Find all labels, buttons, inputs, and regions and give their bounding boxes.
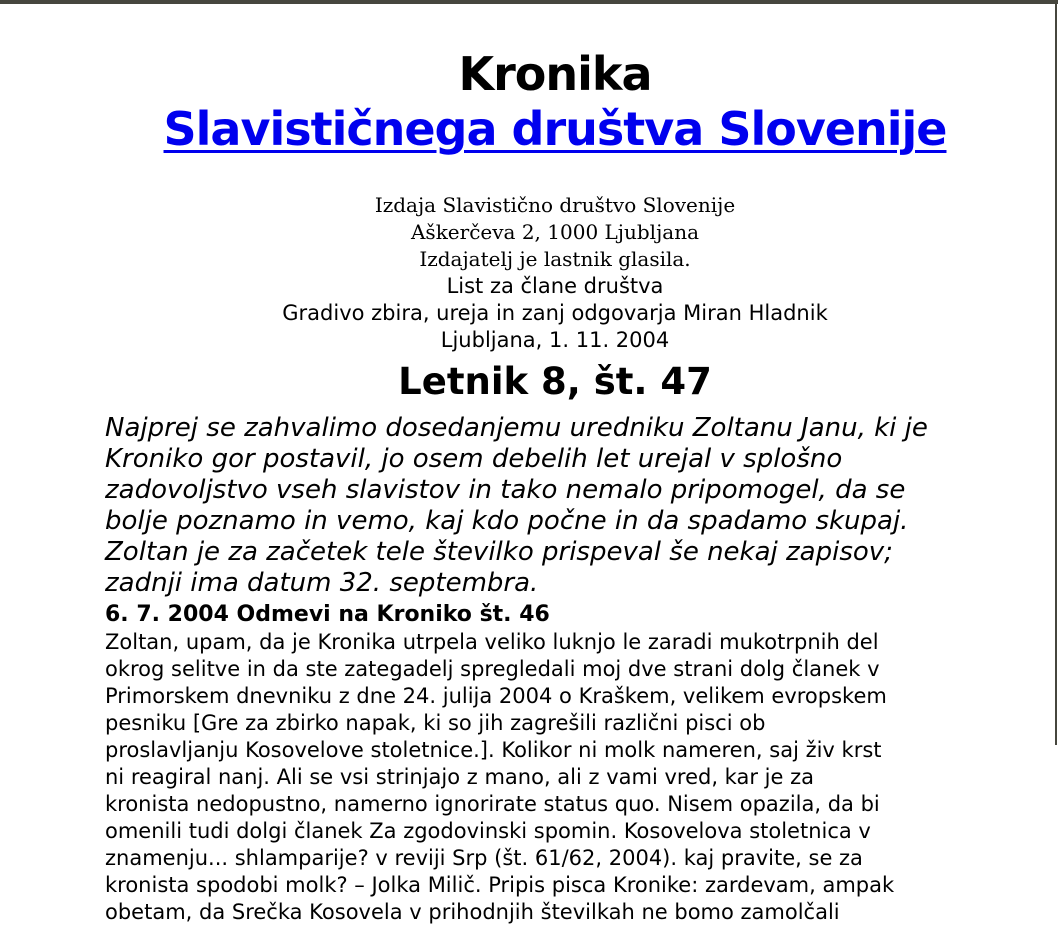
intro-line: Zoltan je za začetek tele številko prispeval še nekaj zapisov; xyxy=(105,537,893,567)
page-title: Kronika xyxy=(458,47,652,101)
entry-body xyxy=(105,629,1005,926)
entry-heading: 6. 7. 2004 Odmevi na Kroniko št. 46 xyxy=(105,602,550,627)
entry-body-line: ni reagiral nanj. Ali se vsi strinjajo z mano, ali z vami vred, kar je za xyxy=(105,765,814,789)
newsletter-page xyxy=(105,4,1005,926)
society-title-row xyxy=(105,100,1005,158)
intro-paragraph xyxy=(105,413,1005,599)
intro-line: bolje poznamo in vemo, kaj kdo počne in da spadamo skupaj. xyxy=(105,506,909,536)
intro-line: zadnji ima datum 32. septembra. xyxy=(105,568,539,598)
intro-line: zadovoljstvo vseh slavistov in tako nemalo pripomogel, da se xyxy=(105,475,906,505)
entry-body-line: kronista nedopustno, namerno ignorirate status quo. Nisem opazila, da bi xyxy=(105,792,880,816)
entry-body-line: okrog selitve in da ste zategadelj spregledali moj dve strani dolg članek v xyxy=(105,657,880,681)
newsletter-header xyxy=(105,48,1005,404)
intro-line: Kroniko gor postavil, jo osem debelih let urejal v splošno xyxy=(105,444,843,474)
window-right-edge xyxy=(1055,0,1057,745)
masthead-date-line: Ljubljana, 1. 11. 2004 xyxy=(440,328,670,352)
entry-body-line: proslavljanju Kosovelove stoletnice.]. Kolikor ni molk nameren, saj živ krst xyxy=(105,738,882,762)
entry-body-line: kronista spodobi molk? – Jolka Milič. Pripis pisca Kronike: zardevam, ampak xyxy=(105,873,895,897)
entry-body-line: Zoltan, upam, da je Kronika utrpela veliko luknjo le zaradi mukotrpnih del xyxy=(105,630,879,654)
masthead xyxy=(105,192,1005,354)
masthead-editor-line: Gradivo zbira, ureja in zanj odgovarja Miran Hladnik xyxy=(282,301,828,325)
masthead-publisher-line: Izdaja Slavistično društvo Slovenije xyxy=(374,193,736,217)
society-link[interactable]: Slavističnega društva Slovenije xyxy=(163,102,947,156)
entry-body-line: pesniku [Gre za zbirko napak, ki so jih zagrešili različni pisci ob xyxy=(105,711,766,735)
masthead-members-line: List za člane društva xyxy=(446,274,664,298)
entry-body-line: Primorskem dnevniku z dne 24. julija 2004 o Kraškem, velikem evropskem xyxy=(105,684,887,708)
entry-body-line-clipped: obetam, da Srečka Kosovela v prihodnjih številkah ne bomo zamolčali xyxy=(105,900,840,924)
issue-number: Letnik 8, št. 47 xyxy=(398,360,712,403)
masthead-owner-line: Izdajatelj je lastnik glasila. xyxy=(419,247,691,271)
entry-body-line: znamenju... shlamparije? v reviji Srp (št. 61/62, 2004). kaj pravite, se za xyxy=(105,846,863,870)
masthead-address-line: Aškerčeva 2, 1000 Ljubljana xyxy=(410,220,700,244)
entry-body-line: omenili tudi dolgi članek Za zgodovinski spomin. Kosovelova stoletnica v xyxy=(105,819,871,843)
intro-line: Najprej se zahvalimo dosedanjemu uredniku Zoltanu Janu, ki je xyxy=(105,413,928,443)
